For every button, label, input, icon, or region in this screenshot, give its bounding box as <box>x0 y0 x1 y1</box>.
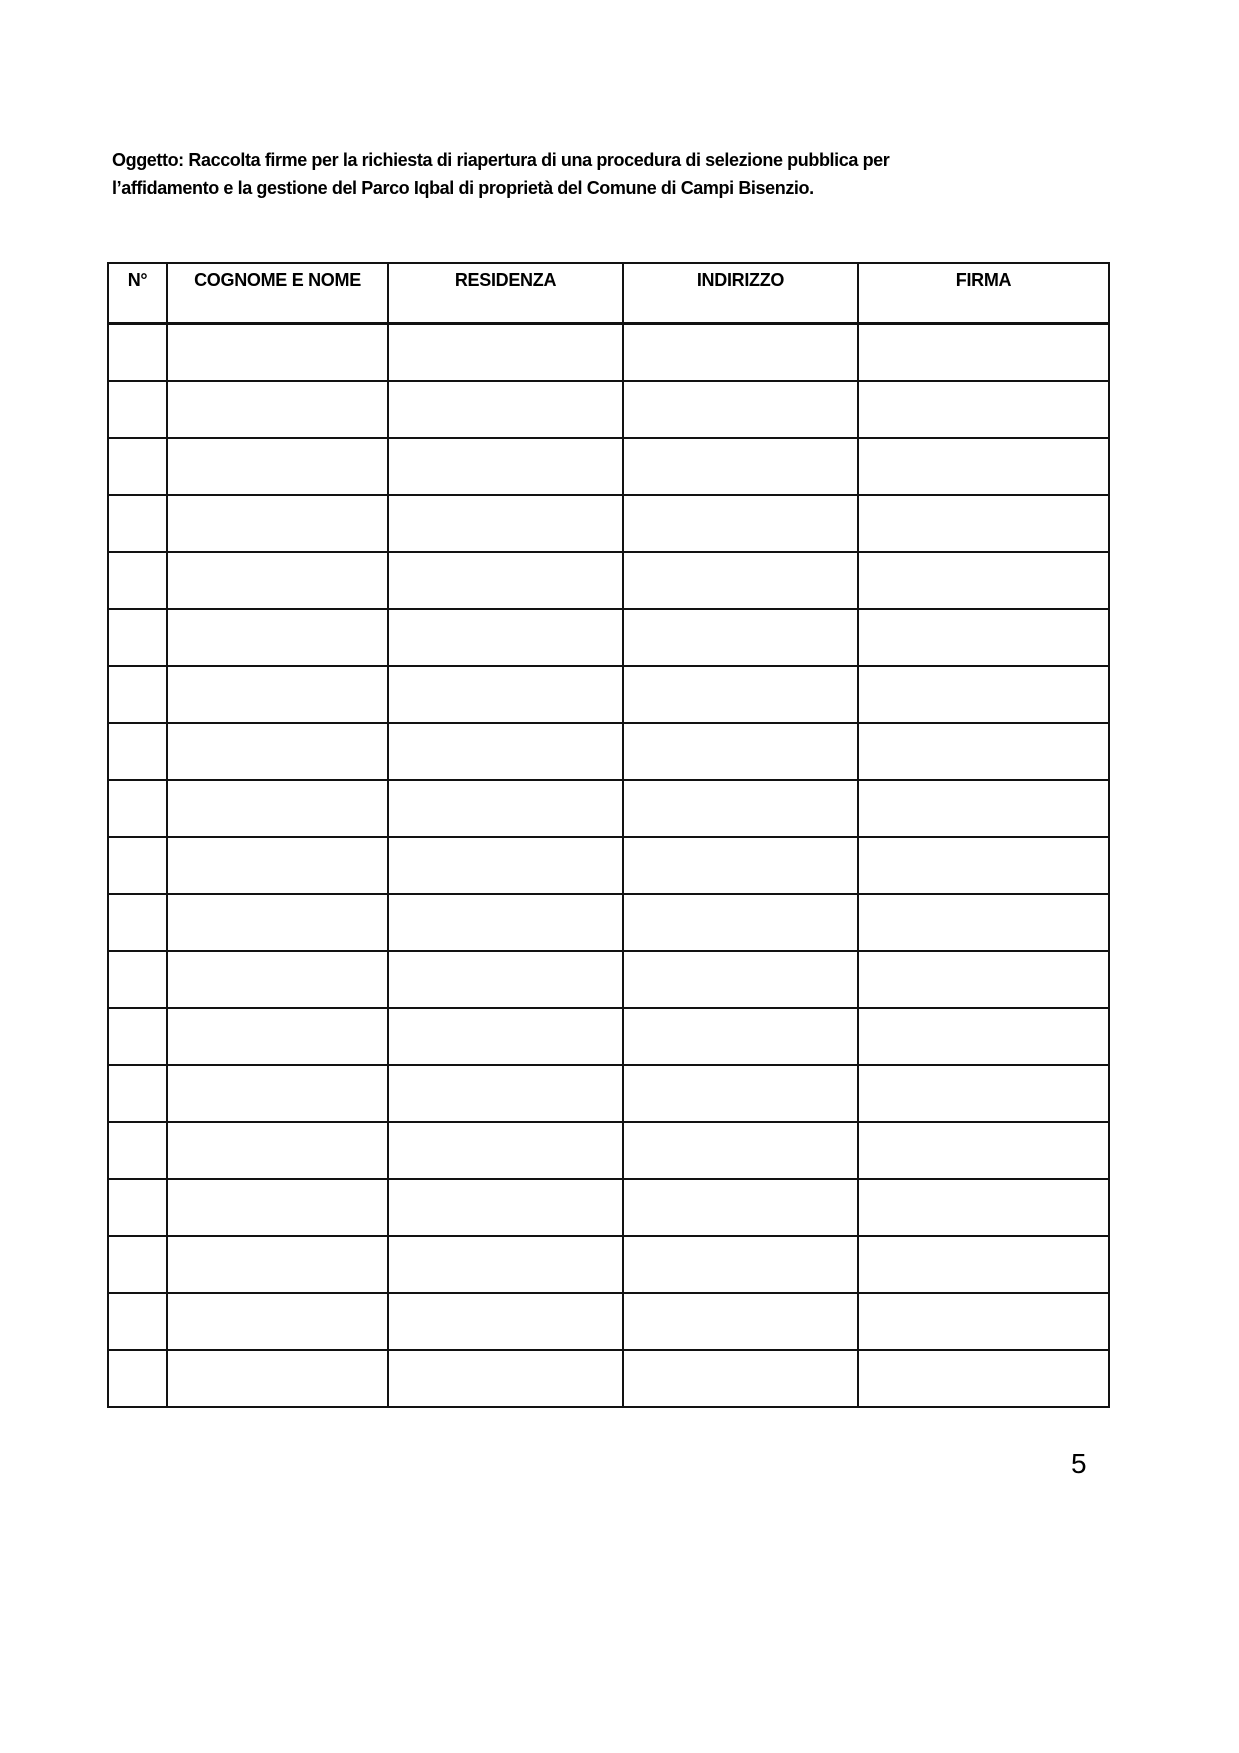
empty-cell-residenza <box>388 609 623 666</box>
document-subject-heading <box>112 146 1012 202</box>
empty-cell-cognome-e-nome <box>167 666 388 723</box>
column-header-residenza: RESIDENZA <box>388 263 623 324</box>
page-number: 5 <box>1071 1448 1087 1479</box>
empty-cell-n <box>108 780 167 837</box>
empty-cell-n <box>108 609 167 666</box>
empty-cell-residenza <box>388 1179 623 1236</box>
column-header-n: N° <box>108 263 167 324</box>
empty-cell-indirizzo <box>623 1293 858 1350</box>
empty-cell-firma <box>858 1293 1109 1350</box>
empty-cell-firma <box>858 438 1109 495</box>
empty-cell-indirizzo <box>623 666 858 723</box>
empty-cell-n <box>108 552 167 609</box>
column-header-indirizzo: INDIRIZZO <box>623 263 858 324</box>
empty-cell-indirizzo <box>623 951 858 1008</box>
empty-cell-cognome-e-nome <box>167 951 388 1008</box>
empty-cell-n <box>108 723 167 780</box>
empty-cell-firma <box>858 324 1109 382</box>
empty-cell-cognome-e-nome <box>167 1008 388 1065</box>
empty-cell-residenza <box>388 495 623 552</box>
empty-cell-residenza <box>388 552 623 609</box>
empty-cell-indirizzo <box>623 723 858 780</box>
empty-cell-firma <box>858 609 1109 666</box>
empty-cell-indirizzo <box>623 837 858 894</box>
empty-cell-residenza <box>388 438 623 495</box>
empty-cell-indirizzo <box>623 780 858 837</box>
empty-cell-firma <box>858 1122 1109 1179</box>
empty-cell-residenza <box>388 1008 623 1065</box>
table-row <box>108 951 1109 1008</box>
empty-cell-n <box>108 495 167 552</box>
column-header-cognome-e-nome: COGNOME E NOME <box>167 263 388 324</box>
empty-cell-firma <box>858 381 1109 438</box>
table-row <box>108 1065 1109 1122</box>
empty-cell-indirizzo <box>623 1065 858 1122</box>
empty-cell-firma <box>858 666 1109 723</box>
empty-cell-indirizzo <box>623 1122 858 1179</box>
empty-cell-indirizzo <box>623 381 858 438</box>
empty-cell-firma <box>858 723 1109 780</box>
table-row <box>108 381 1109 438</box>
empty-cell-residenza <box>388 381 623 438</box>
empty-cell-n <box>108 666 167 723</box>
empty-cell-residenza <box>388 324 623 382</box>
table-row <box>108 723 1109 780</box>
empty-cell-indirizzo <box>623 1179 858 1236</box>
empty-cell-residenza <box>388 1122 623 1179</box>
empty-cell-cognome-e-nome <box>167 837 388 894</box>
empty-cell-residenza <box>388 1293 623 1350</box>
empty-cell-residenza <box>388 951 623 1008</box>
signature-collection-table <box>107 262 1110 1408</box>
empty-cell-n <box>108 1236 167 1293</box>
table-row <box>108 1122 1109 1179</box>
table-row <box>108 894 1109 951</box>
table-row <box>108 324 1109 382</box>
subject-line-1: Oggetto: Raccolta firme per la richiesta di riapertura di una procedura di selezione pubblica per <box>112 150 890 170</box>
empty-cell-residenza <box>388 1065 623 1122</box>
empty-cell-residenza <box>388 666 623 723</box>
empty-cell-firma <box>858 1008 1109 1065</box>
table-row <box>108 780 1109 837</box>
empty-cell-firma <box>858 1236 1109 1293</box>
table-row <box>108 1008 1109 1065</box>
empty-cell-n <box>108 1350 167 1407</box>
empty-cell-cognome-e-nome <box>167 1065 388 1122</box>
table-row <box>108 837 1109 894</box>
empty-cell-n <box>108 1122 167 1179</box>
table-row <box>108 1293 1109 1350</box>
empty-cell-indirizzo <box>623 438 858 495</box>
empty-cell-indirizzo <box>623 1350 858 1407</box>
empty-cell-cognome-e-nome <box>167 495 388 552</box>
column-header-firma: FIRMA <box>858 263 1109 324</box>
empty-cell-n <box>108 438 167 495</box>
table-row <box>108 438 1109 495</box>
table-row <box>108 609 1109 666</box>
table-row <box>108 1179 1109 1236</box>
empty-cell-cognome-e-nome <box>167 381 388 438</box>
table-row <box>108 666 1109 723</box>
empty-cell-n <box>108 381 167 438</box>
empty-cell-firma <box>858 780 1109 837</box>
table-header-row <box>108 263 1109 324</box>
empty-cell-indirizzo <box>623 1008 858 1065</box>
table-row <box>108 495 1109 552</box>
empty-cell-firma <box>858 495 1109 552</box>
empty-cell-cognome-e-nome <box>167 723 388 780</box>
empty-cell-indirizzo <box>623 894 858 951</box>
empty-cell-firma <box>858 1179 1109 1236</box>
empty-cell-residenza <box>388 894 623 951</box>
empty-cell-residenza <box>388 780 623 837</box>
empty-cell-cognome-e-nome <box>167 894 388 951</box>
empty-cell-firma <box>858 1350 1109 1407</box>
empty-cell-n <box>108 1179 167 1236</box>
empty-cell-cognome-e-nome <box>167 609 388 666</box>
empty-cell-cognome-e-nome <box>167 1293 388 1350</box>
empty-cell-cognome-e-nome <box>167 1179 388 1236</box>
table-row <box>108 1236 1109 1293</box>
empty-cell-residenza <box>388 723 623 780</box>
empty-cell-residenza <box>388 1350 623 1407</box>
empty-cell-n <box>108 1065 167 1122</box>
empty-cell-residenza <box>388 837 623 894</box>
empty-cell-n <box>108 324 167 382</box>
empty-cell-cognome-e-nome <box>167 324 388 382</box>
empty-cell-cognome-e-nome <box>167 552 388 609</box>
empty-cell-n <box>108 1008 167 1065</box>
table-header <box>108 263 1109 324</box>
empty-cell-indirizzo <box>623 495 858 552</box>
table-body <box>108 324 1109 1408</box>
empty-cell-cognome-e-nome <box>167 780 388 837</box>
empty-cell-n <box>108 837 167 894</box>
empty-cell-firma <box>858 837 1109 894</box>
empty-cell-n <box>108 1293 167 1350</box>
empty-cell-residenza <box>388 1236 623 1293</box>
empty-cell-indirizzo <box>623 324 858 382</box>
empty-cell-indirizzo <box>623 1236 858 1293</box>
empty-cell-cognome-e-nome <box>167 1122 388 1179</box>
table-row <box>108 552 1109 609</box>
empty-cell-firma <box>858 894 1109 951</box>
empty-cell-cognome-e-nome <box>167 438 388 495</box>
empty-cell-indirizzo <box>623 609 858 666</box>
empty-cell-n <box>108 951 167 1008</box>
empty-cell-firma <box>858 552 1109 609</box>
empty-cell-cognome-e-nome <box>167 1350 388 1407</box>
empty-cell-indirizzo <box>623 552 858 609</box>
subject-line-2: l’affidamento e la gestione del Parco Iqbal di proprietà del Comune di Campi Bisenzio. <box>112 178 814 198</box>
table-row <box>108 1350 1109 1407</box>
empty-cell-n <box>108 894 167 951</box>
empty-cell-firma <box>858 1065 1109 1122</box>
empty-cell-cognome-e-nome <box>167 1236 388 1293</box>
empty-cell-firma <box>858 951 1109 1008</box>
